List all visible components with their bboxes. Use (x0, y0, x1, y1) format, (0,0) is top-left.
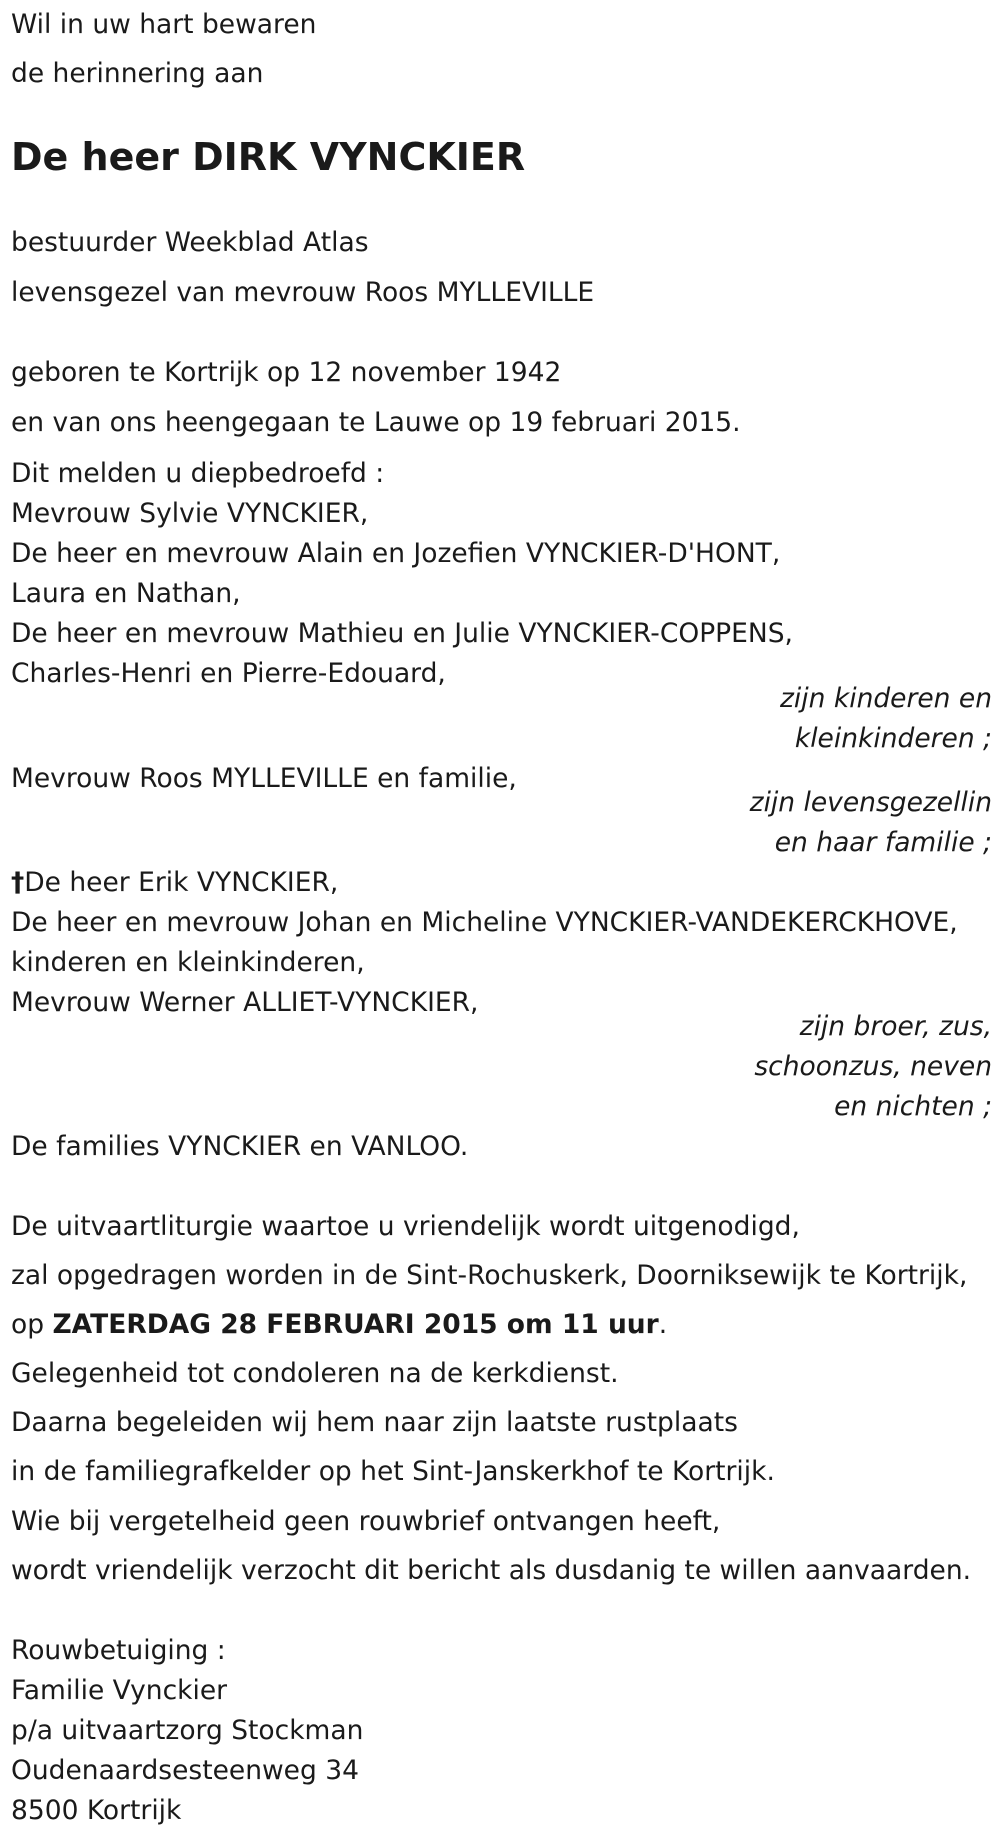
relation-line: en haar familie ; (774, 827, 992, 858)
cross-icon: † (11, 867, 25, 898)
funeral-line: Gelegenheid tot condoleren na de kerkdienst. (11, 1358, 619, 1389)
condolence-heading: Rouwbetuiging : (11, 1635, 226, 1666)
birth-line: geboren te Kortrijk op 12 november 1942 (11, 357, 562, 388)
deceased-role: bestuurder Weekblad Atlas (11, 227, 369, 258)
announcer-line: De heer en mevrouw Johan en Micheline VYNCKIER-VANDEKERCKHOVE, (11, 907, 958, 938)
relation-line: zijn kinderen en (780, 683, 992, 714)
relation-line: zijn levensgezellin (749, 787, 992, 818)
announcers-intro: Dit melden u diepbedroefd : (11, 458, 385, 489)
deceased-name: De heer DIRK VYNCKIER (11, 135, 526, 179)
condolence-line: 8500 Kortrijk (11, 1795, 182, 1826)
funeral-line: De uitvaartliturgie waartoe u vriendelijk wordt uitgenodigd, (11, 1211, 800, 1242)
funeral-date-suffix: . (658, 1309, 668, 1340)
announcer-line: Laura en Nathan, (11, 578, 241, 609)
announcer-line: kinderen en kleinkinderen, (11, 947, 365, 978)
announcer-line: Mevrouw Werner ALLIET-VYNCKIER, (11, 987, 479, 1018)
announcer-line: Mevrouw Roos MYLLEVILLE en familie, (11, 763, 517, 794)
relation-line: zijn broer, zus, (799, 1011, 992, 1042)
relation-line: schoonzus, neven (754, 1051, 992, 1082)
funeral-date: ZATERDAG 28 FEBRUARI 2015 om 11 uur (52, 1309, 659, 1340)
funeral-date-line (11, 1308, 667, 1342)
announcer-line (11, 866, 338, 900)
families-line: De families VYNCKIER en VANLOO. (11, 1131, 469, 1162)
condolence-line: Familie Vynckier (11, 1675, 228, 1706)
announcer-line: De heer en mevrouw Alain en Jozefien VYNCKIER-D'HONT, (11, 538, 781, 569)
funeral-date-prefix: op (11, 1309, 53, 1340)
condolence-line: p/a uitvaartzorg Stockman (11, 1715, 364, 1746)
announcer-text: De heer Erik VYNCKIER, (24, 867, 339, 898)
announcer-line: De heer en mevrouw Mathieu en Julie VYNCKIER-COPPENS, (11, 618, 793, 649)
relation-line: en nichten ; (834, 1091, 992, 1122)
announcer-line: Mevrouw Sylvie VYNCKIER, (11, 498, 369, 529)
funeral-line: zal opgedragen worden in de Sint-Rochuskerk, Doorniksewijk te Kortrijk, (11, 1260, 968, 1291)
funeral-line: in de familiegrafkelder op het Sint-Janskerkhof te Kortrijk. (11, 1456, 775, 1487)
funeral-line: Wie bij vergetelheid geen rouwbrief ontvangen heeft, (11, 1506, 721, 1537)
death-line: en van ons heengegaan te Lauwe op 19 februari 2015. (11, 407, 741, 438)
relation-line: kleinkinderen ; (794, 723, 992, 754)
funeral-line: wordt vriendelijk verzocht dit bericht als dusdanig te willen aanvaarden. (11, 1555, 972, 1586)
announcer-line: Charles-Henri en Pierre-Edouard, (11, 658, 446, 689)
intro-line-1: Wil in uw hart bewaren (11, 9, 317, 40)
intro-line-2: de herinnering aan (11, 58, 264, 89)
condolence-line: Oudenaardsesteenweg 34 (11, 1755, 359, 1786)
deceased-partner: levensgezel van mevrouw Roos MYLLEVILLE (11, 277, 595, 308)
funeral-line: Daarna begeleiden wij hem naar zijn laatste rustplaats (11, 1407, 738, 1438)
